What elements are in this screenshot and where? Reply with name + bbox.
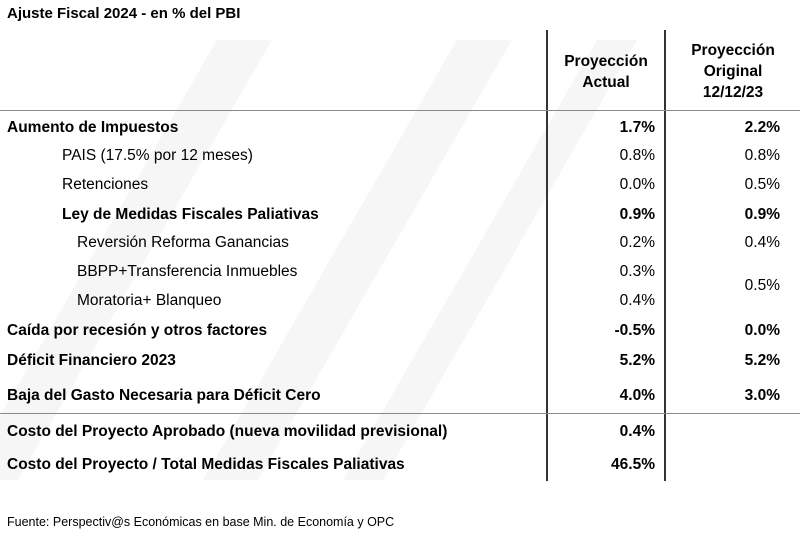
value-actual: 0.9%	[619, 206, 655, 223]
watermark-shape	[0, 40, 272, 480]
column-header-actual	[548, 51, 664, 93]
value-original: 0.5%	[744, 176, 780, 193]
value-actual: 5.2%	[619, 352, 655, 369]
value-actual: 0.4%	[619, 292, 655, 309]
value-actual: 1.7%	[619, 119, 655, 136]
header-line: Proyección	[564, 53, 648, 70]
row-label: Reversión Reforma Ganancias	[77, 234, 289, 251]
value-original: 0.0%	[744, 322, 780, 339]
row-label: Costo del Proyecto / Total Medidas Fiscales Paliativas	[7, 456, 405, 473]
header-line: Original	[703, 63, 763, 80]
row-label: Caída por recesión y otros factores	[7, 322, 268, 339]
value-original: 3.0%	[744, 387, 780, 404]
value-original: 0.8%	[744, 147, 780, 164]
value-actual: 0.0%	[619, 176, 655, 193]
value-original: 5.2%	[744, 352, 780, 369]
header-line: Proyección	[691, 42, 775, 59]
section-rule	[0, 413, 800, 414]
value-actual: 0.8%	[619, 147, 655, 164]
value-actual: -0.5%	[614, 322, 655, 339]
value-actual: 0.3%	[619, 263, 655, 280]
row-label: Baja del Gasto Necesaria para Déficit Cero	[7, 387, 321, 404]
value-original: 0.4%	[744, 234, 780, 251]
row-label: BBPP+Transferencia Inmuebles	[77, 263, 298, 280]
row-label: Ley de Medidas Fiscales Paliativas	[62, 206, 319, 223]
row-label: Déficit Financiero 2023	[7, 352, 176, 369]
source-footnote: Fuente: Perspectiv@s Económicas en base Min. de Economía y OPC	[7, 515, 395, 529]
value-actual: 46.5%	[611, 456, 655, 473]
row-label: Costo del Proyecto Aprobado (nueva movilidad previsional)	[7, 423, 448, 440]
value-actual: 4.0%	[619, 387, 655, 404]
header-line: Actual	[582, 74, 630, 91]
value-actual: 0.2%	[619, 234, 655, 251]
header-line: 12/12/23	[702, 84, 764, 101]
row-label: Aumento de Impuestos	[7, 119, 179, 136]
table-title: Ajuste Fiscal 2024 - en % del PBI	[7, 5, 241, 22]
column-header-original	[666, 40, 800, 103]
value-actual: 0.4%	[619, 423, 655, 440]
watermark-shape	[343, 40, 637, 480]
row-label: Retenciones	[62, 176, 149, 193]
row-label: PAIS (17.5% por 12 meses)	[62, 147, 253, 164]
value-original: 2.2%	[744, 119, 780, 136]
header-rule	[0, 110, 800, 111]
watermark-shape	[203, 40, 512, 480]
value-original: 0.9%	[744, 206, 780, 223]
value-original-merged: 0.5%	[744, 277, 780, 294]
row-label: Moratoria+ Blanqueo	[77, 292, 222, 309]
